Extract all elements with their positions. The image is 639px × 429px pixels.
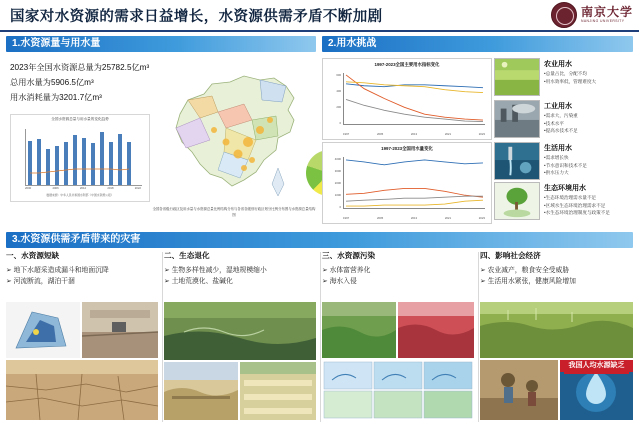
challenge-row-ecology xyxy=(494,182,633,222)
row-item: •供水压力大 xyxy=(544,170,569,175)
x-tick: 1997 xyxy=(343,216,350,220)
agriculture-photo xyxy=(494,58,540,96)
page-title: 国家对水资源的需求日益增长，水资源供需矛盾不断加剧 xyxy=(10,9,383,25)
indicator-chart-y-axis: 600 400 200 0 xyxy=(336,73,341,125)
column-item: ➢ 水体富营养化 xyxy=(322,267,371,274)
divider xyxy=(478,252,479,422)
water-total-chart-x xyxy=(25,186,141,190)
photo-algae-bloom xyxy=(322,302,396,358)
usage-chart-plot xyxy=(343,157,485,209)
x-tick: 2021 xyxy=(444,216,452,220)
row-item: •需求增长快 xyxy=(544,155,569,160)
column-heading: 三、水资源污染 xyxy=(322,251,376,260)
x-tick: 2023 xyxy=(478,216,485,220)
challenge-row-domestic xyxy=(494,142,633,182)
poster-header xyxy=(0,0,639,32)
indicator-trend-chart-title: 1997-2023全国主要用水指标变化 xyxy=(374,62,440,67)
row-item: •区域水生态环境治理需求不足 xyxy=(544,202,606,208)
x-tick: 2023 xyxy=(478,132,485,136)
photo-seawater-intrusion-maps xyxy=(322,360,474,420)
industry-photo xyxy=(494,100,540,138)
disaster-column-pollution xyxy=(322,250,474,287)
column-images xyxy=(480,302,633,422)
column-images xyxy=(164,302,316,422)
row-title: 农业用水 xyxy=(544,61,572,68)
photo-desertification xyxy=(164,362,238,420)
x-tick: 2013 xyxy=(410,132,418,136)
column-heading: 四、影响社会经济 xyxy=(480,251,541,260)
photo-water-carrying-people xyxy=(480,360,558,420)
disaster-column-eco-degradation xyxy=(164,250,316,287)
divider xyxy=(320,252,321,422)
disaster-column-water-shortage xyxy=(6,250,158,287)
row-title: 工业用水 xyxy=(544,103,572,110)
use-trend-line xyxy=(26,129,142,185)
row-items xyxy=(544,154,587,177)
row-title: 生态环境用水 xyxy=(544,185,586,192)
x-tick: 2006 xyxy=(52,186,59,190)
row-item: •节水意识和技术不足 xyxy=(544,162,587,168)
row-title: 生活用水 xyxy=(544,145,572,152)
logo-name-cn: 南京大学 xyxy=(580,5,633,20)
university-logo xyxy=(551,2,633,28)
row-item: •生态环境治理需水量不足 xyxy=(544,195,597,200)
column-item: ➢ 海水入侵 xyxy=(322,278,357,285)
column-item: ➢ 地下水超采造成漏斗和地面沉降 xyxy=(6,267,109,274)
seal-icon xyxy=(551,2,577,28)
indicator-chart-plot xyxy=(343,73,485,125)
photo-groundwater-model xyxy=(6,302,80,358)
x-tick: 2018 xyxy=(107,186,114,190)
section-3-title: 3.水资源供需矛盾带来的灾害 xyxy=(6,232,633,248)
stat-line-3: 用水消耗量为3201.7亿m³ xyxy=(10,93,102,102)
column-heading: 二、生态退化 xyxy=(164,251,210,260)
section-2-title: 2.用水挑战 xyxy=(322,36,633,52)
usage-chart-x-axis xyxy=(343,216,485,220)
column-item: ➢ 土地荒漠化、盐碱化 xyxy=(164,278,233,285)
x-tick: 2022 xyxy=(134,186,141,190)
photo-land-subsidence xyxy=(82,302,158,358)
usage-chart-y-axis: 4000 3000 2000 1000 0 xyxy=(334,157,341,209)
row-item: •提高水技术不足 xyxy=(544,128,578,133)
section-2-body xyxy=(322,54,633,224)
x-tick: 2000 xyxy=(25,186,32,190)
row-item: •水生态环境治理制度与政策不足 xyxy=(544,210,610,215)
water-total-chart-note: 数据来源：中华人民共和国水利部《中国水资源公报》 xyxy=(46,193,114,197)
column-item: ➢ 河流断流，湖泊干涸 xyxy=(6,278,75,285)
x-tick: 2005 xyxy=(376,132,384,136)
water-total-chart-plot xyxy=(25,129,142,186)
indicator-trend-chart xyxy=(322,58,492,140)
usage-trend-chart xyxy=(322,142,492,224)
domestic-water-photo xyxy=(494,142,540,180)
logo-name-en: NANJING UNIVERSITY xyxy=(580,19,625,24)
indicator-chart-x-axis xyxy=(343,132,485,136)
section-1-title: 1.水资源量与用水量 xyxy=(6,36,316,52)
photo-red-tide xyxy=(398,302,474,358)
section-1-body xyxy=(6,54,316,224)
usage-trend-chart-title: 1997-2023全国用水量变化 xyxy=(381,146,433,151)
china-map xyxy=(152,56,316,206)
column-images xyxy=(322,302,474,422)
row-item: •技术水平 xyxy=(544,120,564,126)
logo-text xyxy=(581,6,633,23)
row-item: •用水效率低，管理难度大 xyxy=(544,78,597,84)
x-tick: 2005 xyxy=(376,216,384,220)
column-item: ➢ 生活用水紧张，健康风险增加 xyxy=(480,278,576,285)
water-stats-text xyxy=(10,60,150,105)
row-item: •总量占比，分配不均 xyxy=(544,71,587,76)
row-item: •需求大，污染重 xyxy=(544,113,578,118)
x-tick: 2013 xyxy=(410,216,418,220)
water-total-chart-title: 全国水资源总量与用水量的变化趋势 xyxy=(51,117,109,121)
photo-crop-failure xyxy=(480,302,633,358)
row-items xyxy=(544,70,596,85)
ecology-photo xyxy=(494,182,540,220)
row-items xyxy=(544,194,610,217)
column-heading: 一、水资源短缺 xyxy=(6,251,60,260)
row-items xyxy=(544,112,578,135)
divider xyxy=(162,252,163,422)
column-images xyxy=(6,302,158,422)
column-item: ➢ 农业减产，粮食安全受威胁 xyxy=(480,267,570,274)
china-map-svg xyxy=(152,56,316,206)
disaster-column-economy xyxy=(480,250,633,369)
photo-wetland xyxy=(164,302,316,360)
poster-caption: 我国人均水源缺乏 xyxy=(560,360,633,372)
water-total-chart xyxy=(10,114,150,202)
x-tick: 2012 xyxy=(79,186,87,190)
x-tick: 2021 xyxy=(444,132,452,136)
stat-line-1: 2023年全国水资源总量为25782.5亿m³ xyxy=(10,63,150,72)
challenge-row-industry xyxy=(494,100,633,140)
challenge-row-agriculture xyxy=(494,58,633,98)
photo-dry-cracked-land xyxy=(6,360,158,420)
stat-line-2: 总用水量为5906.5亿m³ xyxy=(10,78,94,87)
column-item: ➢ 生物多样性减少，湿地规模缩小 xyxy=(164,267,267,274)
photo-salinization xyxy=(240,362,316,420)
map-caption: 全国各省级行政区及用水量与水资源总量比例结构分布与各省各级别行政区划分比例分布图与水资源总量结构图 xyxy=(152,207,316,217)
x-tick: 1997 xyxy=(343,132,350,136)
